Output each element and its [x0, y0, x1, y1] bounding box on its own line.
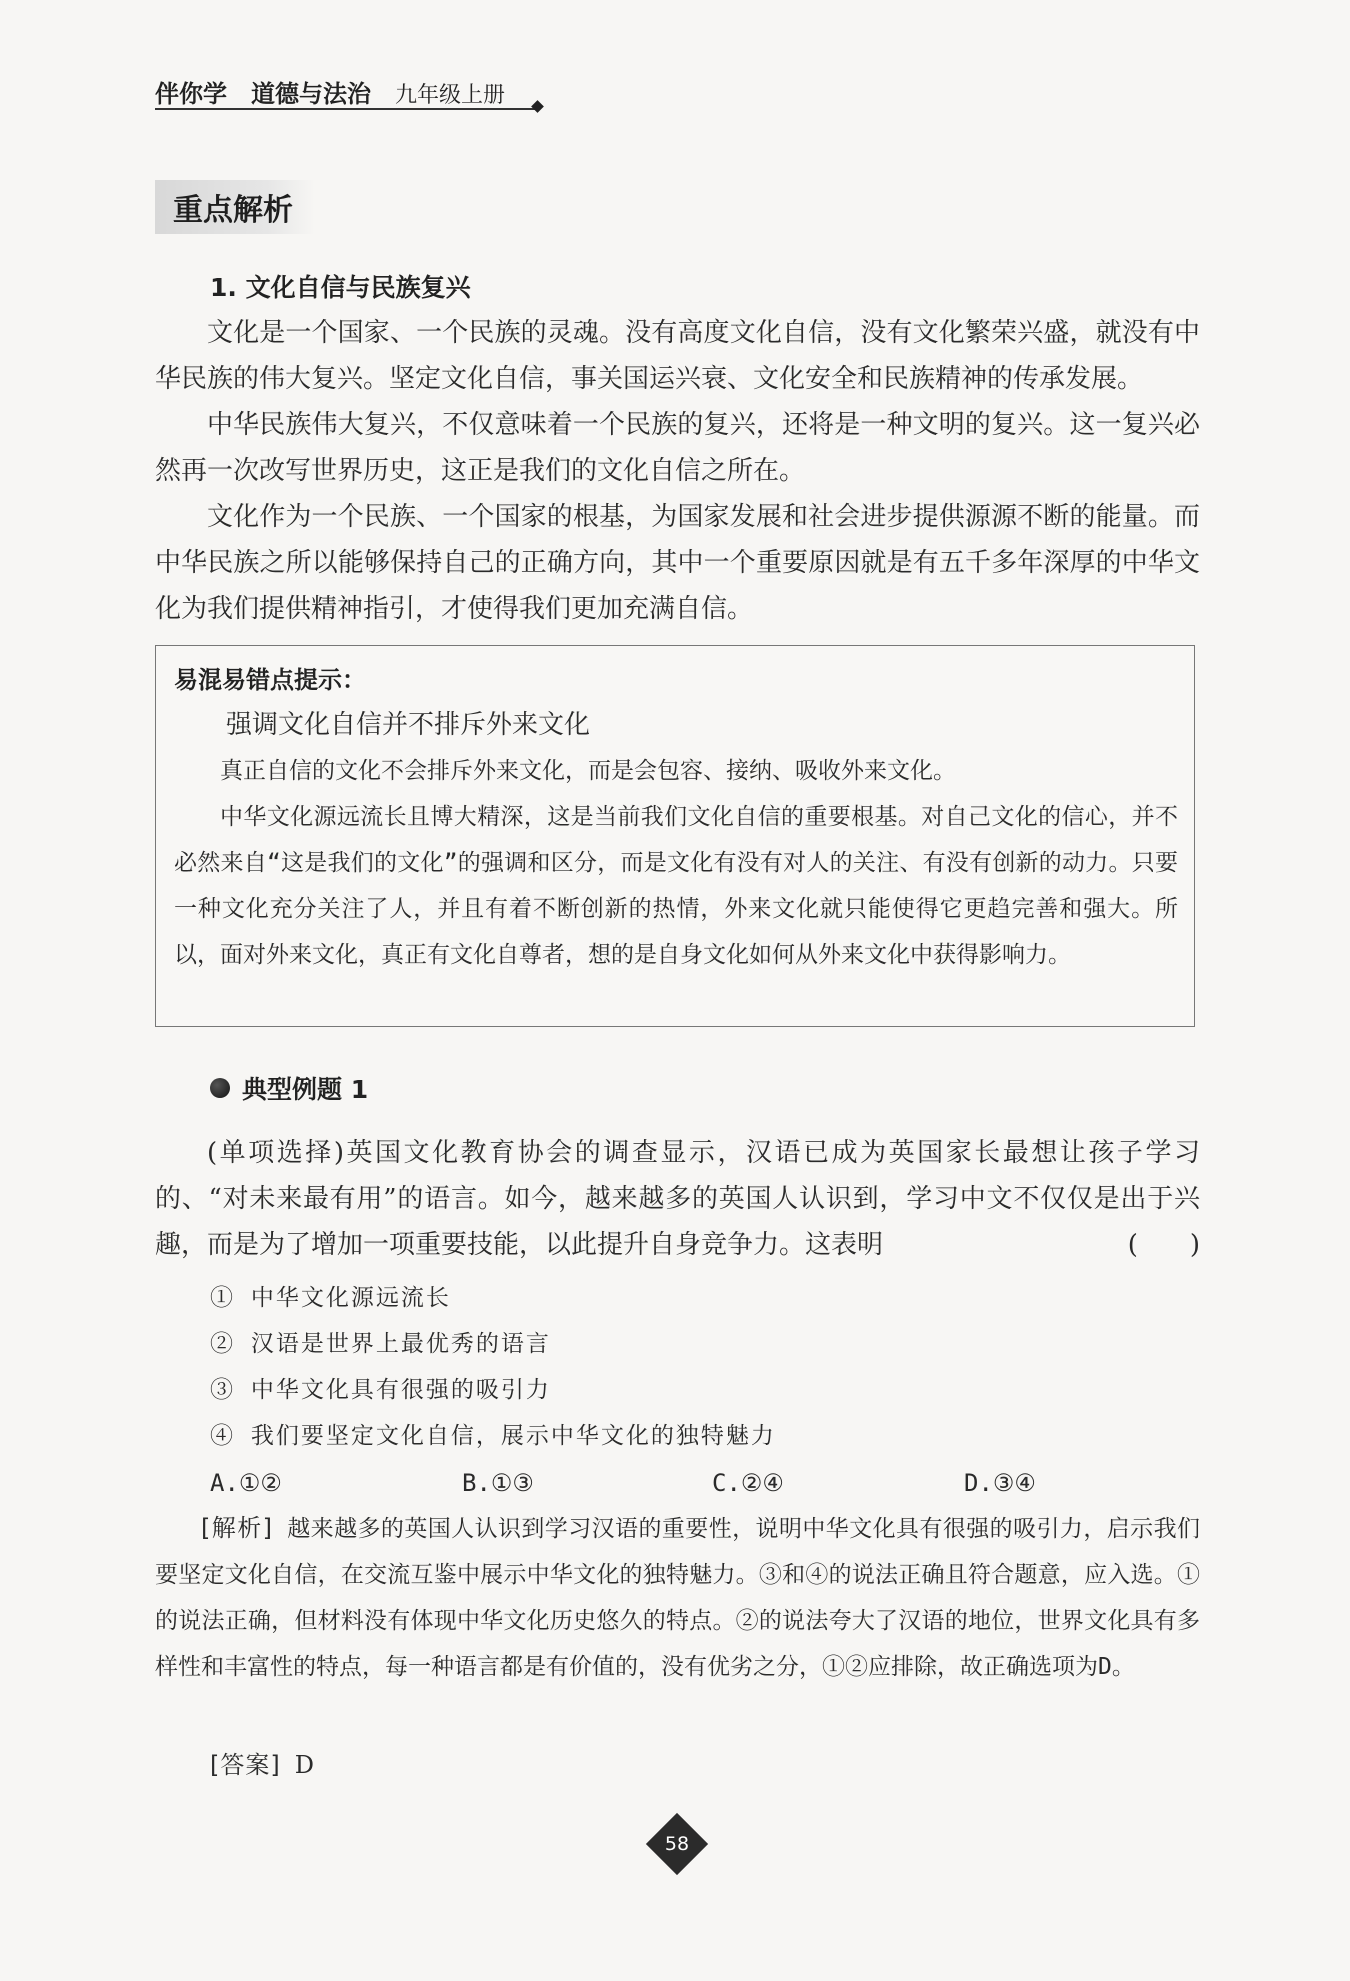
answer-value: D: [294, 1751, 314, 1779]
answer-line: [210, 1742, 314, 1788]
tip-subtitle: 强调文化自信并不排斥外来文化: [226, 710, 591, 740]
statement-item: ④ 我们要坚定文化自信，展示中华文化的独特魅力: [210, 1423, 776, 1449]
page-number: 58: [664, 1833, 690, 1855]
choice-list: [210, 1460, 1110, 1506]
answer-tag: [答案]: [210, 1751, 281, 1779]
tip-box: [155, 645, 1195, 1027]
statement-item: ② 汉语是世界上最优秀的语言: [210, 1331, 551, 1357]
example-heading: [210, 1070, 368, 1106]
example-title: 典型例题 1: [242, 1075, 369, 1104]
topic-paragraph: 文化是一个国家、一个民族的灵魂。没有高度文化自信，没有文化繁荣兴盛，就没有中华民族的伟大复兴。坚定文化自信，事关国运兴衰、文化安全和民族精神的传承发展。: [155, 318, 1200, 394]
topic-title: 1. 文化自信与民族复兴: [210, 273, 471, 302]
tip-paragraph: 中华文化源远流长且博大精深，这是当前我们文化自信的重要根基。对自己文化的信心，并不必然来自“这是我们的文化”的强调和区分，而是文化有没有对人的关注、有没有创新的动力。只要一种文化充分关注了人，并且有着不断创新的热情，外来文化就只能使得它更趋完善和强大。所以，面对外来文化，真正有文化自尊者，想的是自身文化如何从外来文化中获得影响力。: [174, 804, 1178, 968]
diamond-icon: [531, 100, 544, 113]
bullet-icon: [210, 1078, 230, 1098]
tip-paragraph: 真正自信的文化不会排斥外来文化，而是会包容、接纳、吸收外来文化。: [220, 758, 956, 784]
statement-item: ③ 中华文化具有很强的吸引力: [210, 1377, 551, 1403]
tip-title: 易混易错点提示：: [174, 666, 366, 694]
choice-b: B.①③: [462, 1469, 534, 1497]
statement-item: ① 中华文化源远流长: [210, 1285, 451, 1311]
choice-a: A.①②: [210, 1469, 282, 1497]
subject-name: 道德与法治: [251, 80, 371, 108]
section-title: 重点解析: [155, 180, 315, 234]
choice-d: D.③④: [964, 1469, 1036, 1497]
analysis-text: [155, 1505, 1200, 1690]
question-stem: (单项选择)英国文化教育协会的调查显示，汉语已成为英国家长最想让孩子学习的、“对未来最有用”的语言。如今，越来越多的英国人认识到，学习中文不仅仅是出于兴趣，而是为了增加一项重要技能，以此提升自身竞争力。这表明: [155, 1138, 1200, 1260]
analysis-tag: [解析]: [201, 1514, 273, 1542]
question-text: [155, 1130, 1200, 1268]
topic-paragraph: 中华民族伟大复兴，不仅意味着一个民族的复兴，还将是一种文明的复兴。这一复兴必然再一次改写世界历史，这正是我们的文化自信之所在。: [155, 410, 1200, 486]
running-head: [155, 74, 505, 109]
choice-c: C.②④: [712, 1469, 784, 1497]
header-rule: [155, 108, 535, 110]
analysis-body: 越来越多的英国人认识到学习汉语的重要性，说明中华文化具有很强的吸引力，启示我们要坚定文化自信，在交流互鉴中展示中华文化的独特魅力。③和④的说法正确且符合题意，应入选。①的说法正确，但材料没有体现中华文化历史悠久的特点。②的说法夸大了汉语的地位，世界文化具有多样性和丰富性的特点，每一种语言都是有价值的，没有优劣之分，①②应排除，故正确选项为D。: [155, 1516, 1200, 1680]
series-name: 伴你学: [155, 80, 227, 108]
topic-paragraph: 文化作为一个民族、一个国家的根基，为国家发展和社会进步提供源源不断的能量。而中华民族之所以能够保持自己的正确方向，其中一个重要原因就是有五千多年深厚的中华文化为我们提供精神指引，才使得我们更加充满自信。: [155, 502, 1200, 624]
grade-name: 九年级上册: [395, 83, 506, 108]
statement-list: [210, 1275, 776, 1459]
answer-blank: ( ): [1127, 1230, 1200, 1260]
